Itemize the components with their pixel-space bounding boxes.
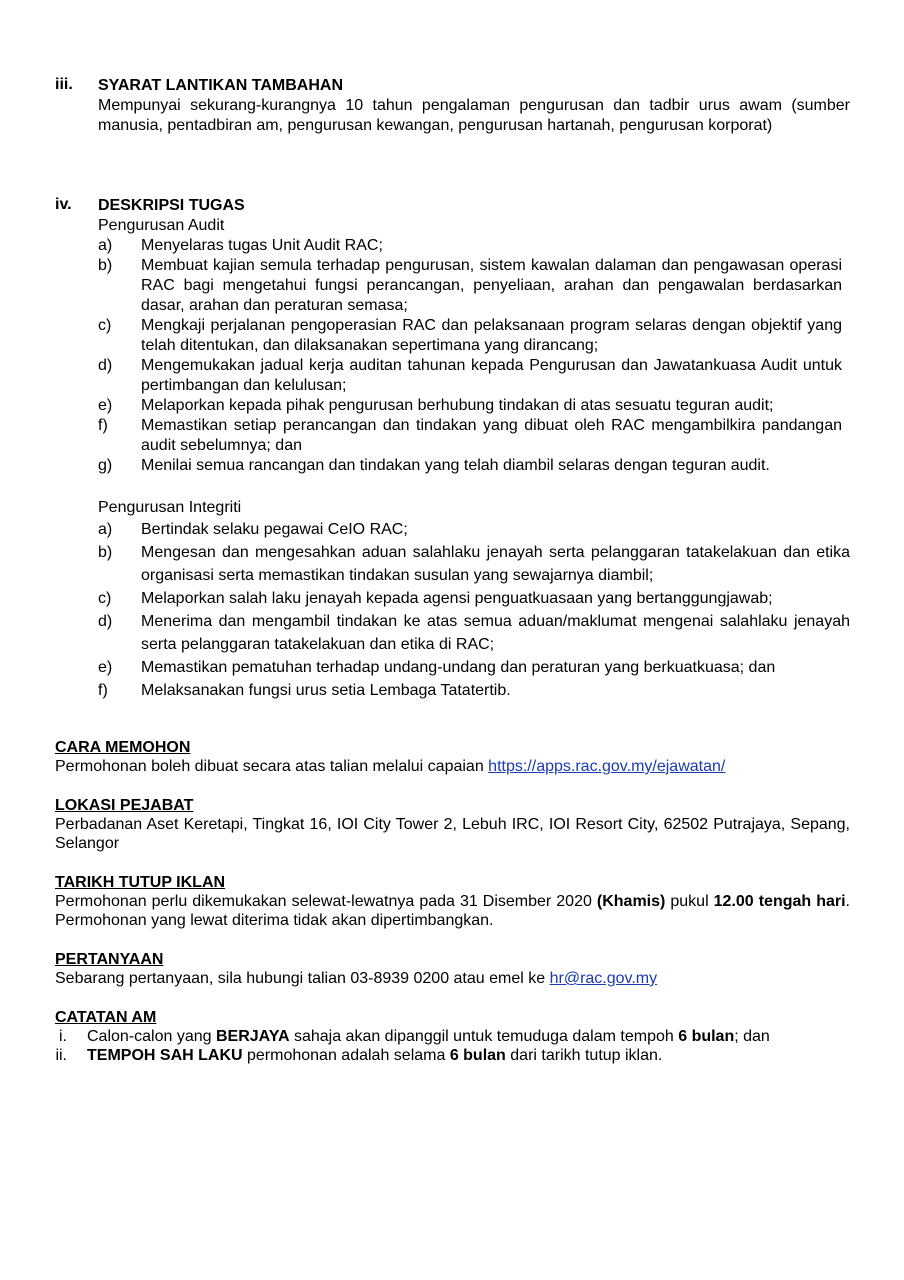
section-heading: SYARAT LANTIKAN TAMBAHAN — [98, 77, 344, 94]
section-cara-memohon — [55, 739, 850, 776]
list-item: g) Menilai semua rancangan dan tindakan yang telah diambil selaras dengan teguran audit. — [98, 457, 770, 474]
list-item: d) Mengemukakan jadual kerja auditan tahunan kepada Pengurusan dan Jawatankuasa Audit untuk pertimbangan dan kelulusan; — [98, 357, 842, 394]
list-item: c) Melaporkan salah laku jenayah kepada agensi penguatkuasaan yang bertanggungjawab; — [98, 590, 773, 607]
list-item: e) Melaporkan kepada pihak pengurusan berhubung tindakan di atas sesuatu teguran audit; — [98, 397, 774, 414]
subsection-title-integriti: Pengurusan Integriti — [98, 499, 242, 516]
section-lokasi-pejabat — [55, 797, 850, 853]
section-catatan-am — [55, 1009, 850, 1065]
application-link[interactable]: https://apps.rac.gov.my/ejawatan/ — [488, 758, 726, 775]
section-pertanyaan — [55, 951, 850, 988]
audit-duties-list — [98, 236, 842, 476]
section-number: iv. — [55, 196, 72, 213]
list-item: d) Menerima dan mengambil tindakan ke atas semua aduan/maklumat mengenai salahlaku jenayah serta pelanggaran tatakelakuan dan etika di RAC; — [98, 613, 850, 653]
section-heading: PERTANYAAN — [55, 951, 164, 968]
section-text: Permohonan boleh dibuat secara atas talian melalui capaian https://apps.rac.gov.my/ejawatan/ — [55, 758, 726, 775]
list-item: b) Membuat kajian semula terhadap pengurusan, sistem kawalan dalaman dan pengawasan operasi RAC bagi mengetahui fungsi perancangan, penyeliaan, arahan dan pengawalan berdasarkan dasar, arahan dan peraturan semasa; — [98, 257, 842, 314]
section-heading: LOKASI PEJABAT — [55, 797, 194, 814]
list-item: b) Mengesan dan mengesahkan aduan salahlaku jenayah serta pelanggaran tatakelakuan dan etika organisasi serta memastikan tindakan susulan yang sewajarnya diambil; — [98, 544, 850, 584]
list-item: a) Menyelaras tugas Unit Audit RAC; — [98, 237, 383, 254]
section-text: Perbadanan Aset Keretapi, Tingkat 16, IOI City Tower 2, Lebuh IRC, IOI Resort City, 62502 Putrajaya, Sepang, Selangor — [55, 816, 850, 852]
section-heading: CARA MEMOHON — [55, 739, 191, 756]
subsection-title-audit: Pengurusan Audit — [98, 217, 225, 234]
email-link[interactable]: hr@rac.gov.my — [549, 970, 658, 987]
section-heading: DESKRIPSI TUGAS — [98, 197, 245, 214]
list-item: ii. TEMPOH SAH LAKU permohonan adalah selama 6 bulan dari tarikh tutup iklan. — [55, 1047, 663, 1064]
section-text: Mempunyai sekurang-kurangnya 10 tahun pengalaman pengurusan dan tadbir urus awam (sumber manusia, pentadbiran am, pengurusan kewangan, pengurusan hartanah, pengurusan korporat) — [98, 97, 850, 134]
section-heading: CATATAN AM — [55, 1009, 157, 1026]
subsection-integriti — [98, 498, 850, 702]
section-tarikh-tutup — [55, 874, 850, 930]
list-item: e) Memastikan pematuhan terhadap undang-undang dan peraturan yang berkuatkuasa; dan — [98, 659, 776, 676]
section-text: Sebarang pertanyaan, sila hubungi talian 03-8939 0200 atau emel ke hr@rac.gov.my — [55, 970, 658, 987]
list-item: c) Mengkaji perjalanan pengoperasian RAC dan pelaksanaan program selaras dengan objektif yang telah ditentukan, dan dilaksanakan sepertimana yang dirancang; — [98, 317, 842, 354]
list-item: a) Bertindak selaku pegawai CeIO RAC; — [98, 521, 408, 538]
section-text: Permohonan perlu dikemukakan selewat-lewatnya pada 31 Disember 2020 (Khamis) pukul 12.00 tengah hari. Permohonan yang lewat diterima tidak akan dipertimbangkan. — [55, 893, 850, 929]
integrity-duties-list — [98, 518, 850, 702]
list-item: i. Calon-calon yang BERJAYA sahaja akan dipanggil untuk temuduga dalam tempoh 6 bulan; dan — [59, 1028, 770, 1045]
section-heading: TARIKH TUTUP IKLAN — [55, 874, 226, 891]
section-number: iii. — [55, 76, 73, 93]
list-item: f) Melaksanakan fungsi urus setia Lembaga Tatatertib. — [98, 682, 511, 699]
list-item: f) Memastikan setiap perancangan dan tindakan yang dibuat oleh RAC mengambilkira pandangan audit sebelumnya; dan — [98, 417, 842, 454]
